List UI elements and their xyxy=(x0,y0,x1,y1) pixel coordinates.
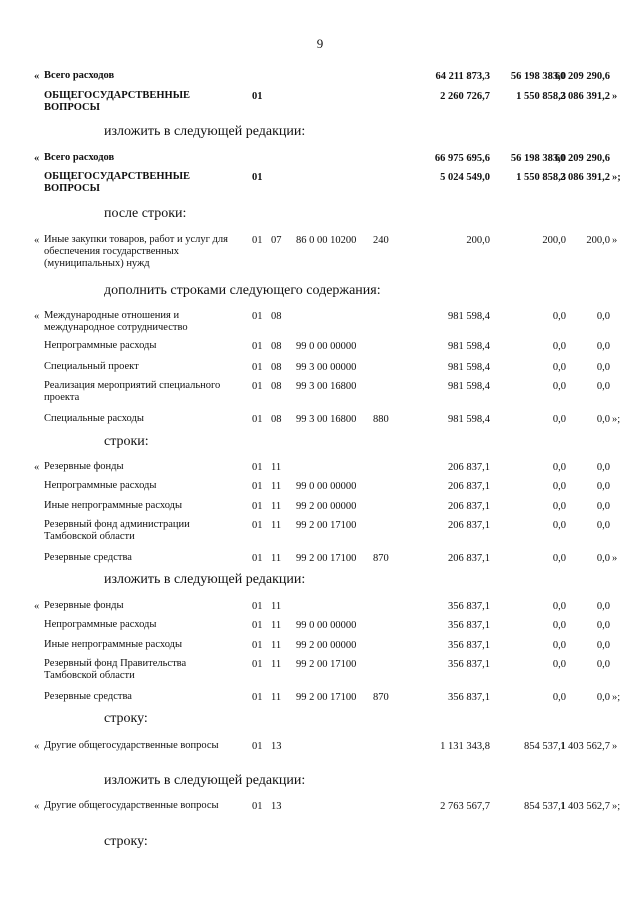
razdel: 01 xyxy=(252,659,263,670)
value-2020: 0,0 xyxy=(596,462,610,473)
row-label: Другие общегосударственные вопросы xyxy=(44,800,219,811)
value-2020: 0,0 xyxy=(596,501,610,512)
row-label: Резервные фонды xyxy=(44,461,124,472)
table-row xyxy=(0,658,640,681)
row-label: Резервные фонды xyxy=(44,600,124,611)
value-2019: 200,0 xyxy=(542,235,566,246)
value-2019: 0,0 xyxy=(552,520,566,531)
row-label: Всего расходов xyxy=(44,152,115,163)
table-row xyxy=(0,519,640,542)
value-2020: 0,0 xyxy=(596,481,610,492)
value-2020: 0,0 xyxy=(596,620,610,631)
value-2019: 0,0 xyxy=(552,620,566,631)
value-2019: 0,0 xyxy=(552,481,566,492)
table-row xyxy=(0,340,640,356)
value-2018: 206 837,1 xyxy=(448,501,490,512)
table-row xyxy=(0,500,640,516)
amendment-phrase: строки: xyxy=(104,434,149,449)
value-2018: 356 837,1 xyxy=(448,601,490,612)
value-2020: 0,0 xyxy=(596,692,610,703)
table-row xyxy=(0,552,640,568)
razdel: 01 xyxy=(252,172,263,183)
open-quote: « xyxy=(34,235,40,246)
value-2020: 0,0 xyxy=(596,341,610,352)
csr-code: 99 3 00 16800 xyxy=(296,414,357,425)
podrazdel: 11 xyxy=(271,692,282,703)
amendment-phrase: изложить в следующей редакции: xyxy=(104,124,306,139)
page-number: 9 xyxy=(316,36,324,51)
vr-code: 240 xyxy=(373,235,389,246)
table-row xyxy=(0,70,640,86)
table-row xyxy=(0,480,640,496)
podrazdel: 13 xyxy=(271,801,282,812)
value-2019: 0,0 xyxy=(552,692,566,703)
razdel: 01 xyxy=(252,620,263,631)
table-row xyxy=(0,234,640,269)
table-row xyxy=(0,413,640,429)
amendment-phrase: изложить в следующей редакции: xyxy=(104,572,306,587)
row-label: Реализация мероприятий специального проекта xyxy=(44,380,221,403)
value-2020: 2 086 391,2 xyxy=(560,91,610,102)
value-2018: 356 837,1 xyxy=(448,692,490,703)
row-label: Всего расходов xyxy=(44,70,115,81)
value-2018: 206 837,1 xyxy=(448,553,490,564)
open-quote: « xyxy=(34,153,40,164)
podrazdel: 08 xyxy=(271,341,282,352)
close-quote: »; xyxy=(612,414,621,425)
open-quote: « xyxy=(34,311,40,322)
csr-code: 99 0 00 00000 xyxy=(296,620,357,631)
table-row xyxy=(0,361,640,377)
value-2020: 0,0 xyxy=(596,362,610,373)
open-quote: « xyxy=(34,801,40,812)
table-row xyxy=(0,600,640,616)
csr-code: 99 0 00 00000 xyxy=(296,481,357,492)
row-label: ОБЩЕГОСУДАРСТВЕННЫЕ ВОПРОСЫ xyxy=(44,90,191,113)
podrazdel: 11 xyxy=(271,640,282,651)
value-2019: 0,0 xyxy=(552,659,566,670)
row-label: Непрограммные расходы xyxy=(44,619,157,630)
value-2019: 56 198 383,0 xyxy=(510,71,566,82)
podrazdel: 11 xyxy=(271,462,282,473)
csr-code: 99 2 00 17100 xyxy=(296,553,357,564)
value-2019: 0,0 xyxy=(552,341,566,352)
table-row xyxy=(0,800,640,816)
close-quote: » xyxy=(612,91,618,102)
value-2018: 66 975 695,6 xyxy=(434,153,490,164)
value-2018: 356 837,1 xyxy=(448,620,490,631)
podrazdel: 11 xyxy=(271,520,282,531)
value-2020: 60 209 290,6 xyxy=(554,71,610,82)
amendment-phrase: строку: xyxy=(104,834,148,849)
row-label: Специальные расходы xyxy=(44,413,144,424)
value-2018: 200,0 xyxy=(466,235,490,246)
podrazdel: 11 xyxy=(271,481,282,492)
razdel: 01 xyxy=(252,91,263,102)
razdel: 01 xyxy=(252,501,263,512)
podrazdel: 11 xyxy=(271,501,282,512)
row-label: Непрограммные расходы xyxy=(44,480,157,491)
row-label: Международные отношения и международное сотрудничество xyxy=(44,310,188,333)
value-2020: 0,0 xyxy=(596,381,610,392)
value-2018: 356 837,1 xyxy=(448,659,490,670)
value-2018: 5 024 549,0 xyxy=(440,172,490,183)
csr-code: 99 2 00 00000 xyxy=(296,640,357,651)
close-quote: » xyxy=(612,553,618,564)
open-quote: « xyxy=(34,741,40,752)
vr-code: 870 xyxy=(373,553,389,564)
table-row xyxy=(0,90,640,113)
value-2018: 356 837,1 xyxy=(448,640,490,651)
value-2019: 0,0 xyxy=(552,414,566,425)
row-label: Резервные средства xyxy=(44,691,132,702)
value-2020: 60 209 290,6 xyxy=(554,153,610,164)
value-2020: 0,0 xyxy=(596,640,610,651)
row-label: Непрограммные расходы xyxy=(44,340,157,351)
value-2019: 0,0 xyxy=(552,311,566,322)
value-2019: 0,0 xyxy=(552,553,566,564)
close-quote: »; xyxy=(612,172,621,183)
row-label: Другие общегосударственные вопросы xyxy=(44,740,219,751)
razdel: 01 xyxy=(252,481,263,492)
value-2019: 1 550 858,3 xyxy=(516,91,566,102)
razdel: 01 xyxy=(252,801,263,812)
row-label: Резервные средства xyxy=(44,552,132,563)
value-2019: 0,0 xyxy=(552,362,566,373)
value-2018: 981 598,4 xyxy=(448,341,490,352)
value-2020: 2 086 391,2 xyxy=(560,172,610,183)
razdel: 01 xyxy=(252,640,263,651)
razdel: 01 xyxy=(252,462,263,473)
value-2018: 64 211 873,3 xyxy=(435,71,490,82)
podrazdel: 11 xyxy=(271,620,282,631)
podrazdel: 08 xyxy=(271,362,282,373)
razdel: 01 xyxy=(252,692,263,703)
podrazdel: 08 xyxy=(271,381,282,392)
row-label: Иные непрограммные расходы xyxy=(44,639,183,650)
row-label: Резервный фонд Правительства Тамбовской области xyxy=(44,658,187,681)
value-2019: 0,0 xyxy=(552,601,566,612)
table-row xyxy=(0,380,640,403)
razdel: 01 xyxy=(252,553,263,564)
value-2018: 981 598,4 xyxy=(448,311,490,322)
value-2019: 0,0 xyxy=(552,462,566,473)
row-label: Иные непрограммные расходы xyxy=(44,500,183,511)
close-quote: »; xyxy=(612,801,621,812)
table-row xyxy=(0,461,640,477)
value-2018: 206 837,1 xyxy=(448,481,490,492)
value-2019: 854 537,1 xyxy=(524,801,566,812)
razdel: 01 xyxy=(252,235,263,246)
value-2019: 1 550 858,3 xyxy=(516,172,566,183)
podrazdel: 11 xyxy=(271,553,282,564)
table-row xyxy=(0,619,640,635)
value-2020: 0,0 xyxy=(596,414,610,425)
value-2019: 56 198 383,0 xyxy=(510,153,566,164)
value-2020: 0,0 xyxy=(596,601,610,612)
value-2018: 981 598,4 xyxy=(448,362,490,373)
razdel: 01 xyxy=(252,341,263,352)
podrazdel: 08 xyxy=(271,414,282,425)
value-2019: 0,0 xyxy=(552,640,566,651)
vr-code: 880 xyxy=(373,414,389,425)
open-quote: « xyxy=(34,601,40,612)
row-label: Специальный проект xyxy=(44,361,139,372)
podrazdel: 07 xyxy=(271,235,282,246)
table-row xyxy=(0,740,640,756)
csr-code: 99 2 00 17100 xyxy=(296,520,357,531)
table-row xyxy=(0,310,640,333)
value-2020: 1 403 562,7 xyxy=(560,741,610,752)
csr-code: 86 0 00 10200 xyxy=(296,235,357,246)
value-2020: 0,0 xyxy=(596,520,610,531)
value-2020: 0,0 xyxy=(596,659,610,670)
razdel: 01 xyxy=(252,362,263,373)
amendment-phrase: после строки: xyxy=(104,206,187,221)
value-2020: 0,0 xyxy=(596,311,610,322)
value-2018: 1 131 343,8 xyxy=(440,741,490,752)
value-2019: 854 537,1 xyxy=(524,741,566,752)
value-2018: 2 260 726,7 xyxy=(440,91,490,102)
close-quote: » xyxy=(612,741,618,752)
value-2018: 981 598,4 xyxy=(448,414,490,425)
vr-code: 870 xyxy=(373,692,389,703)
podrazdel: 11 xyxy=(271,659,282,670)
csr-code: 99 2 00 17100 xyxy=(296,692,357,703)
table-row xyxy=(0,639,640,655)
amendment-phrase: изложить в следующей редакции: xyxy=(104,773,306,788)
row-label: ОБЩЕГОСУДАРСТВЕННЫЕ ВОПРОСЫ xyxy=(44,171,191,194)
razdel: 01 xyxy=(252,741,263,752)
amendment-phrase: строку: xyxy=(104,711,148,726)
value-2018: 981 598,4 xyxy=(448,381,490,392)
amendment-phrase: дополнить строками следующего содержания: xyxy=(104,283,381,298)
razdel: 01 xyxy=(252,601,263,612)
close-quote: »; xyxy=(612,692,621,703)
razdel: 01 xyxy=(252,414,263,425)
razdel: 01 xyxy=(252,311,263,322)
podrazdel: 11 xyxy=(271,601,282,612)
value-2020: 1 403 562,7 xyxy=(560,801,610,812)
value-2018: 206 837,1 xyxy=(448,520,490,531)
value-2020: 200,0 xyxy=(586,235,610,246)
podrazdel: 08 xyxy=(271,311,282,322)
value-2019: 0,0 xyxy=(552,381,566,392)
open-quote: « xyxy=(34,462,40,473)
row-label: Резервный фонд администрации Тамбовской области xyxy=(44,519,190,542)
close-quote: » xyxy=(612,235,618,246)
open-quote: « xyxy=(34,71,40,82)
csr-code: 99 2 00 17100 xyxy=(296,659,357,670)
podrazdel: 13 xyxy=(271,741,282,752)
csr-code: 99 3 00 16800 xyxy=(296,381,357,392)
table-row xyxy=(0,152,640,168)
table-row xyxy=(0,171,640,194)
value-2019: 0,0 xyxy=(552,501,566,512)
razdel: 01 xyxy=(252,381,263,392)
row-label: Иные закупки товаров, работ и услуг для обеспечения государственных (муниципальных) нужд xyxy=(44,234,228,269)
razdel: 01 xyxy=(252,520,263,531)
csr-code: 99 3 00 00000 xyxy=(296,362,357,373)
value-2018: 2 763 567,7 xyxy=(440,801,490,812)
value-2018: 206 837,1 xyxy=(448,462,490,473)
csr-code: 99 2 00 00000 xyxy=(296,501,357,512)
csr-code: 99 0 00 00000 xyxy=(296,341,357,352)
value-2020: 0,0 xyxy=(596,553,610,564)
table-row xyxy=(0,691,640,707)
